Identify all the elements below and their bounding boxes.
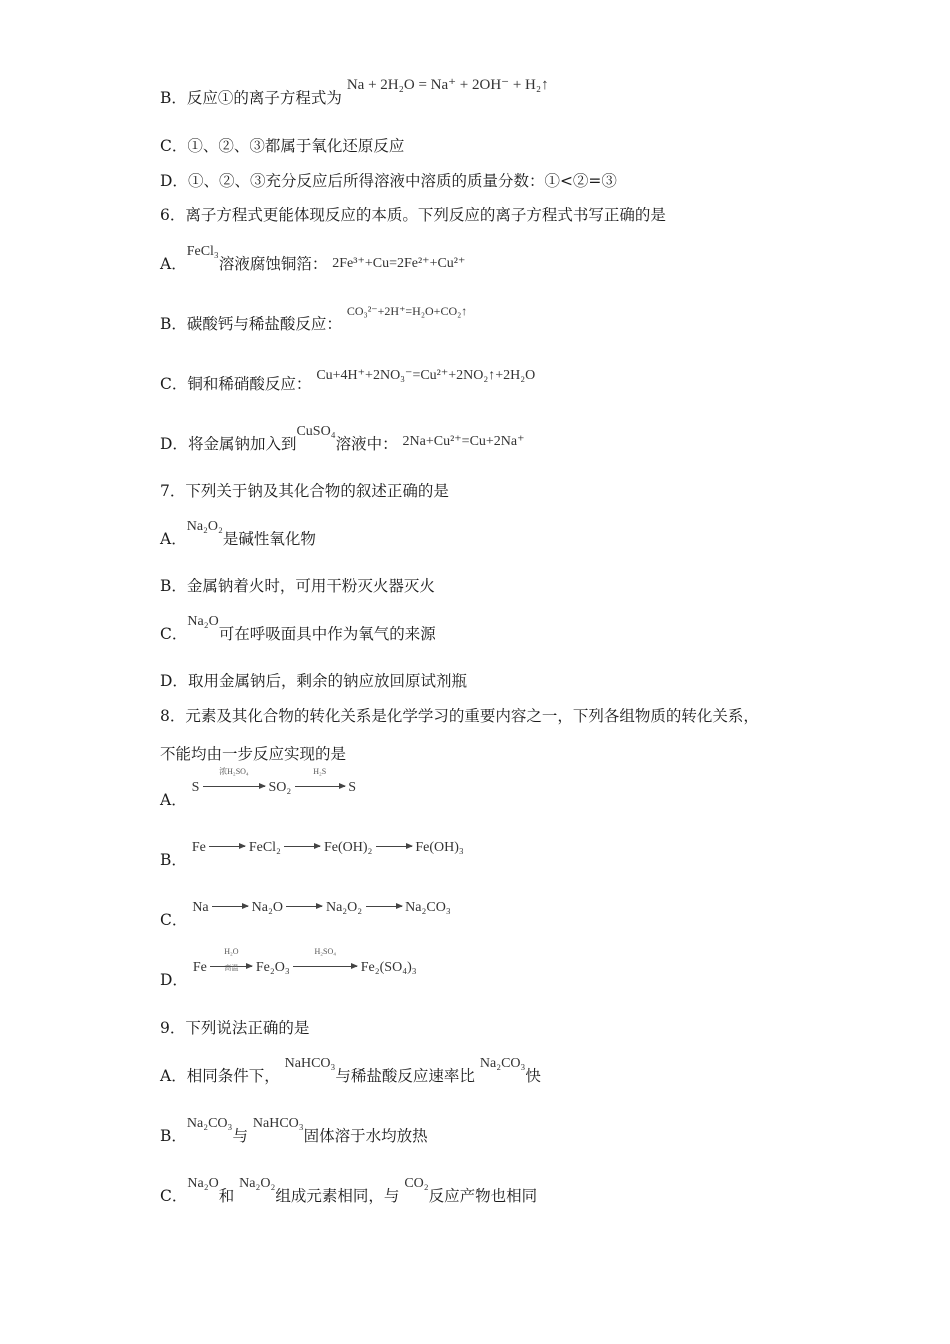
reaction-chain	[192, 947, 417, 978]
option-text: 快	[525, 1067, 541, 1085]
option-label: D．	[160, 971, 188, 989]
option-text: 金属钠着火时，可用干粉灭火器灭火	[186, 577, 435, 595]
option-7a	[160, 519, 870, 551]
option-text: 可在呼吸面具中作为氧气的来源	[218, 625, 436, 643]
formula: CO₂	[404, 1176, 429, 1191]
arrow-condition: 高温	[224, 964, 239, 972]
arrow-label: 浓H₂SO₄	[219, 767, 249, 776]
formula: SO₂	[268, 780, 292, 795]
option-text: 与稀盐酸反应速率比	[335, 1067, 475, 1085]
arrow-icon	[295, 767, 345, 798]
option-label: D．	[160, 435, 188, 453]
option-label: D．	[160, 672, 188, 690]
formula: CO₃²⁻+2H⁺=H₂O+CO₂↑	[346, 304, 468, 318]
formula: FeCl₂	[248, 840, 281, 855]
option-label: D．	[160, 172, 188, 190]
formula: Na + 2H₂O = Na⁺ + 2OH⁻ + H₂↑	[346, 77, 549, 93]
option-8c	[160, 900, 870, 932]
formula: Na₂O	[251, 900, 283, 915]
formula: Na₂O₂	[239, 1176, 276, 1191]
arrow-label: H₂SO₄	[314, 947, 337, 956]
option-label: C．	[160, 137, 188, 155]
option-7c	[160, 614, 870, 646]
option-text: 相同条件下，	[186, 1067, 280, 1085]
question-8-cont: 不能均由一步反应实现的是	[160, 745, 347, 763]
option-5c	[160, 136, 870, 156]
option-text: 碳酸钙与稀盐酸反应：	[186, 315, 342, 333]
option-label: B．	[160, 315, 187, 333]
option-5b	[160, 77, 870, 109]
formula: Fe(OH)₃	[415, 840, 464, 855]
formula: Fe₂(SO₄)₃	[360, 960, 417, 975]
question-9: 9．下列说法正确的是	[160, 1019, 310, 1037]
option-9c	[160, 1176, 870, 1208]
arrow-icon	[293, 947, 357, 978]
option-label: A．	[160, 530, 187, 548]
arrow-label: H₂O	[224, 947, 239, 956]
formula: CuSO₄	[296, 424, 336, 439]
formula: Fe	[192, 960, 207, 975]
formula: Na₂CO₃	[479, 1056, 526, 1071]
option-text: 取用金属钠后，剩余的钠应放回原试剂瓶	[187, 672, 467, 690]
option-text: 溶液中：	[335, 435, 398, 453]
option-label: A．	[160, 1067, 187, 1085]
option-7d	[160, 671, 870, 691]
formula: Cu+4H⁺+2NO₃⁻=Cu²⁺+2NO₂↑+2H₂O	[316, 368, 536, 383]
option-text: 反应产物也相同	[428, 1187, 538, 1205]
option-6a	[160, 244, 870, 276]
formula: NaHCO₃	[252, 1116, 304, 1131]
option-label: C．	[160, 625, 188, 643]
reaction-chain	[191, 767, 357, 798]
option-label: B．	[160, 89, 187, 107]
arrow-icon	[284, 838, 320, 858]
option-7b	[160, 576, 870, 596]
option-text: 组成元素相同，与	[275, 1187, 400, 1205]
option-6c	[160, 368, 870, 396]
option-label: B．	[160, 851, 187, 869]
formula: S	[191, 780, 200, 795]
option-9a	[160, 1056, 870, 1088]
formula: Fe₂O₃	[255, 960, 290, 975]
option-label: A．	[160, 255, 187, 273]
option-8d	[160, 947, 870, 992]
option-label: B．	[160, 1127, 187, 1145]
question-8: 8．元素及其化合物的转化关系是化学学习的重要内容之一，下列各组物质的转化关系，	[160, 707, 759, 725]
formula: S	[348, 780, 357, 795]
option-text: 与	[232, 1127, 248, 1145]
formula: Na₂O₂	[186, 519, 223, 534]
formula: FeCl₃	[186, 244, 219, 259]
arrow-icon	[366, 898, 402, 918]
formula: NaHCO₃	[284, 1056, 336, 1071]
question-7: 7．下列关于钠及其化合物的叙述正确的是	[160, 482, 449, 500]
formula: Na₂CO₃	[405, 900, 451, 915]
option-label: C．	[160, 911, 188, 929]
arrow-icon	[203, 767, 265, 798]
formula: Na₂O	[187, 614, 219, 629]
option-text: 反应①的离子方程式为	[186, 89, 342, 107]
formula: Fe	[191, 840, 206, 855]
option-8b	[160, 840, 870, 872]
arrow-icon	[286, 898, 322, 918]
option-text: 是碱性氧化物	[222, 530, 316, 548]
option-text: 将金属钠加入到	[187, 435, 297, 453]
option-5d	[160, 171, 870, 191]
option-text: ①、②、③都属于氧化还原反应	[187, 137, 405, 155]
reaction-chain	[192, 898, 450, 918]
option-text: 固体溶于水均放热	[303, 1127, 428, 1145]
formula: Na₂CO₃	[186, 1116, 233, 1131]
formula: 2Na+Cu²⁺=Cu+2Na⁺	[402, 434, 525, 449]
option-label: C．	[160, 375, 188, 393]
formula: Fe(OH)₂	[323, 840, 373, 855]
option-text: ①、②、③充分反应后所得溶液中溶质的质量分数：①<②=③	[187, 172, 617, 190]
option-text: 和	[218, 1187, 235, 1205]
option-9b	[160, 1116, 870, 1148]
arrow-icon	[209, 838, 245, 858]
option-text: 铜和稀硝酸反应：	[187, 375, 312, 393]
reaction-chain	[192, 838, 464, 858]
question-6: 6．离子方程式更能体现反应的本质。下列反应的离子方程式书写正确的是	[160, 206, 666, 224]
arrow-icon	[210, 947, 252, 978]
arrow-label: H₂S	[313, 767, 327, 776]
formula: Na₂O₂	[325, 900, 363, 915]
option-label: C．	[160, 1187, 188, 1205]
option-8a	[160, 767, 870, 812]
option-6b	[160, 304, 870, 335]
option-label: A．	[160, 791, 187, 809]
arrow-icon	[212, 898, 248, 918]
option-6d	[160, 424, 870, 456]
formula: Na	[192, 900, 209, 915]
option-text: 溶液腐蚀铜箔：	[218, 255, 328, 273]
formula: Na₂O	[187, 1176, 219, 1191]
option-label: B．	[160, 577, 187, 595]
formula: 2Fe³⁺+Cu=2Fe²⁺+Cu²⁺	[332, 256, 466, 271]
arrow-icon	[376, 838, 412, 858]
